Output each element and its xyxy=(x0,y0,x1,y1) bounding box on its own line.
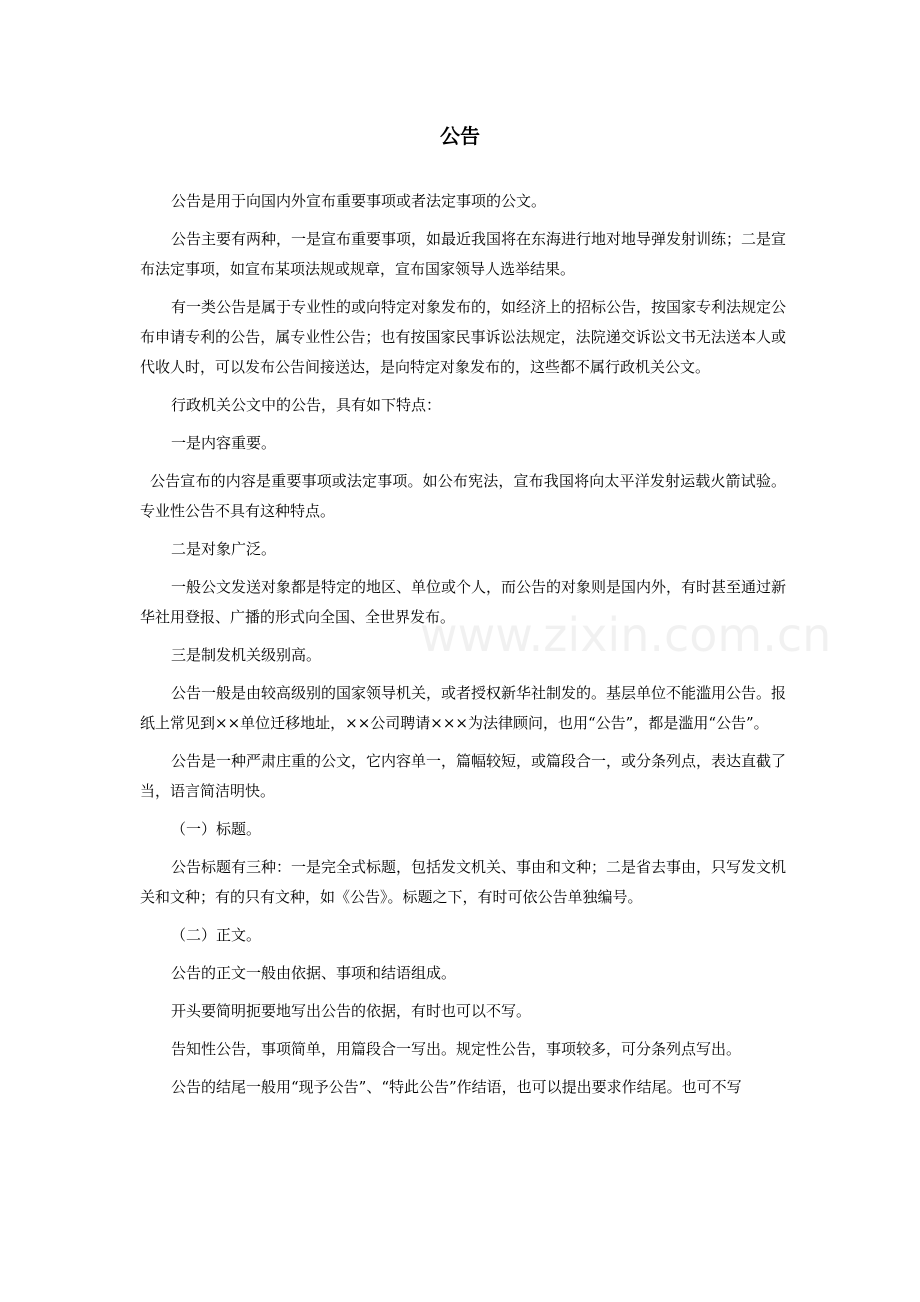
paragraph: 公告宣布的内容是重要事项或法定事项。如公布宪法，宣布我国将向太平洋发射运载火箭试验。专业性公告不具有这种特点。 xyxy=(140,472,786,520)
paragraph: 公告是一种严肃庄重的公文，它内容单一，篇幅较短，或篇段合一，或分条列点，表达直截了当，语言简洁明快。 xyxy=(140,752,787,800)
paragraph: 行政机关公文中的公告，具有如下特点： xyxy=(171,396,442,414)
paragraph: 公告的结尾一般用“现予公告”、“特此公告”作结语，也可以提出要求作结尾。也可不写 xyxy=(171,1078,742,1096)
paragraph: 三是制发机关级别高。 xyxy=(171,646,322,664)
paragraph: 公告标题有三种：一是完全式标题，包括发文机关、事由和文种；二是省去事由，只写发文机关和文种；有的只有文种，如《公告》。标题之下，有时可依公告单独编号。 xyxy=(140,858,787,906)
section-heading: （二）正文。 xyxy=(171,926,262,944)
watermark: www.zixin.com.cn xyxy=(420,608,832,662)
paragraph: 告知性公告，事项简单，用篇段合一写出。规定性公告，事项较多，可分条列点写出。 xyxy=(171,1040,742,1058)
paragraph: 公告一般是由较高级别的国家领导机关，或者授权新华社制发的。基层单位不能滥用公告。报纸上常见到××单位迁移地址，××公司聘请×××为法律顾问，也用“公告”，都是滥用“公告”。 xyxy=(140,684,787,732)
document-title: 公告 xyxy=(440,124,480,148)
document-body xyxy=(140,186,786,1110)
paragraph: 一般公文发送对象都是特定的地区、单位或个人，而公告的对象则是国内外，有时甚至通过新华社用登报、广播的形式向全国、全世界发布。 xyxy=(140,578,787,626)
paragraph: 公告是用于向国内外宣布重要事项或者法定事项的公文。 xyxy=(171,192,547,210)
paragraph: 开头要简明扼要地写出公告的依据，有时也可以不写。 xyxy=(171,1002,532,1020)
paragraph: 公告的正文一般由依据、事项和结语组成。 xyxy=(171,964,457,982)
paragraph: 有一类公告是属于专业性的或向特定对象发布的，如经济上的招标公告，按国家专利法规定公布申请专利的公告，属专业性公告；也有按国家民事诉讼法规定，法院递交诉讼文书无法送本人或代收人时，可以发布公告间接送达，是向特定对象发布的，这些都不属行政机关公文。 xyxy=(140,298,787,376)
paragraph: 二是对象广泛。 xyxy=(171,540,277,558)
section-heading: （一）标题。 xyxy=(171,820,262,838)
paragraph: 公告主要有两种，一是宣布重要事项，如最近我国将在东海进行地对地导弹发射训练；二是宣布法定事项，如宣布某项法规或规章，宣布国家领导人选举结果。 xyxy=(140,230,787,278)
paragraph: 一是内容重要。 xyxy=(171,434,277,452)
